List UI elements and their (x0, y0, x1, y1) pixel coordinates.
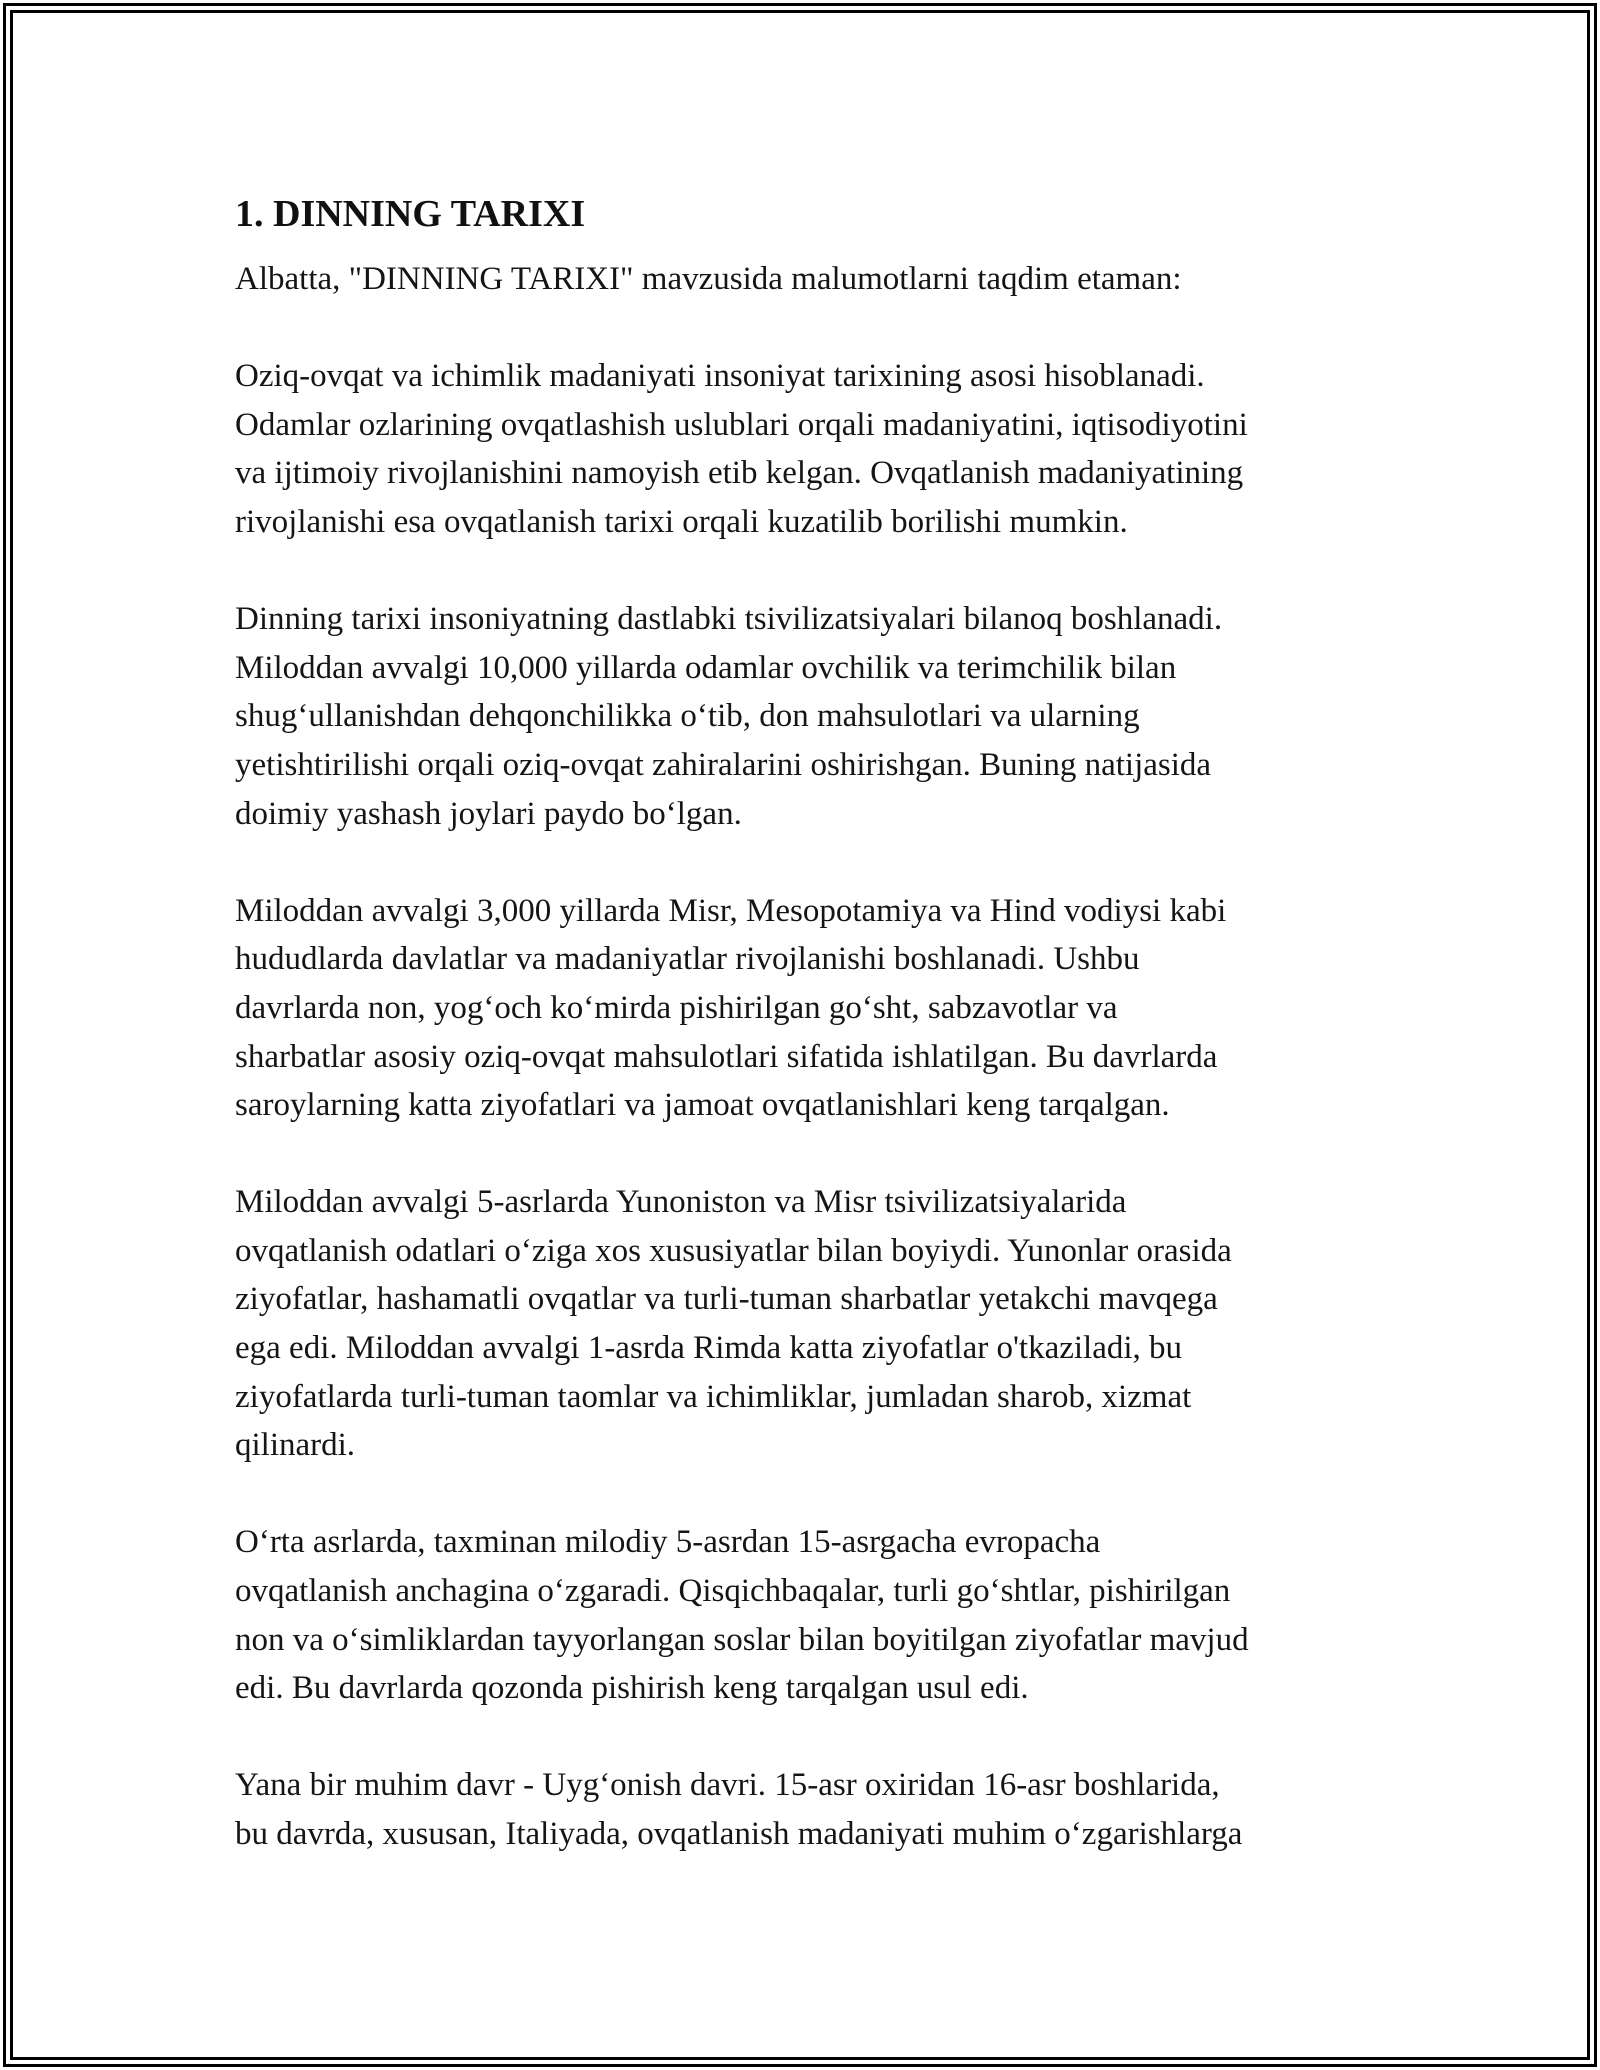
paragraph-line: Odamlar ozlarining ovqatlashish uslublari orqali madaniyatini, iqtisodiyotini (235, 406, 1248, 443)
paragraph-line: Dinning tarixi insoniyatning dastlabki tsivilizatsiyalari bilanoq boshlanadi. (235, 601, 1223, 638)
paragraph-line: yetishtirilishi orqali oziq-ovqat zahiralarini oshirishgan. Buning natijasida (235, 746, 1212, 783)
paragraph-line: non va o‘simliklardan tayyorlangan soslar bilan boyitilgan ziyofatlar mavjud (235, 1621, 1249, 1658)
paragraph-line: O‘rta asrlarda, taxminan milodiy 5-asrdan 15-asrgacha evropacha (235, 1524, 1101, 1561)
paragraph-line: ega edi. Miloddan avvalgi 1-asrda Rimda katta ziyofatlar o'tkaziladi, bu (235, 1330, 1183, 1367)
paragraph-intro (235, 255, 1370, 304)
paragraph-line: ziyofatlar, hashamatli ovqatlar va turli-tuman sharbatlar yetakchi mavqega (235, 1281, 1218, 1318)
paragraph-food-culture (235, 352, 1370, 546)
paragraph-line: Albatta, "DINNING TARIXI" mavzusida malumotlarni taqdim etaman: (235, 261, 1182, 297)
paragraph-line: doimiy yashash joylari paydo bo‘lgan. (235, 795, 742, 832)
paragraph-line: saroylarning katta ziyofatlari va jamoat ovqatlanishlari keng tarqalgan. (235, 1087, 1170, 1124)
paragraph-line: ziyofatlarda turli-tuman taomlar va ichimliklar, jumladan sharob, xizmat (235, 1378, 1192, 1415)
paragraph-renaissance (235, 1761, 1370, 1858)
paragraph-line: hududlarda davlatlar va madaniyatlar rivojlanishi boshlanadi. Ushbu (235, 941, 1140, 978)
paragraph-line: ovqatlanish anchagina o‘zgaradi. Qisqichbaqalar, turli go‘shtlar, pishirilgan (235, 1573, 1231, 1610)
paragraph-early-civilizations (235, 595, 1370, 838)
paragraph-line: shug‘ullanishdan dehqonchilikka o‘tib, don mahsulotlari va ularning (235, 698, 1140, 735)
paragraph-line: qilinardi. (235, 1427, 356, 1464)
paragraph-line: sharbatlar asosiy oziq-ovqat mahsulotlari sifatida ishlatilgan. Bu davrlarda (235, 1038, 1218, 1075)
paragraph-line: Miloddan avvalgi 3,000 yillarda Misr, Mesopotamiya va Hind vodiysi kabi (235, 892, 1227, 929)
paragraph-line: Miloddan avvalgi 5-asrlarda Yunoniston va Misr tsivilizatsiyalarida (235, 1184, 1127, 1221)
paragraph-line: va ijtimoiy rivojlanishini namoyish etib kelgan. Ovqatlanish madaniyatining (235, 455, 1244, 492)
paragraph-line: edi. Bu davrlarda qozonda pishirish keng tarqalgan usul edi. (235, 1670, 1029, 1707)
paragraph-line: davrlarda non, yog‘och ko‘mirda pishirilgan go‘sht, sabzavotlar va (235, 989, 1118, 1026)
paragraph-middle-ages (235, 1518, 1370, 1712)
paragraph-greece-rome (235, 1178, 1370, 1470)
document-title: 1. DINNING TARIXI (235, 193, 586, 235)
paragraph-line: Oziq-ovqat va ichimlik madaniyati insoniyat tarixining asosi hisoblanadi. (235, 358, 1205, 395)
paragraph-line: ovqatlanish odatlari o‘ziga xos xususiyatlar bilan boyiydi. Yunonlar orasida (235, 1232, 1232, 1269)
paragraph-line: Yana bir muhim davr - Uyg‘onish davri. 15-asr oxiridan 16-asr boshlarida, (235, 1767, 1220, 1804)
paragraph-line: Miloddan avvalgi 10,000 yillarda odamlar ovchilik va terimchilik bilan (235, 649, 1177, 686)
paragraph-line: bu davrda, xususan, Italiyada, ovqatlanish madaniyati muhim o‘zgarishlarga (235, 1816, 1243, 1852)
paragraph-line: rivojlanishi esa ovqatlanish tarixi orqali kuzatilib borilishi mumkin. (235, 503, 1128, 540)
paragraph-ancient-states (235, 887, 1370, 1130)
document-body (235, 185, 1370, 1859)
